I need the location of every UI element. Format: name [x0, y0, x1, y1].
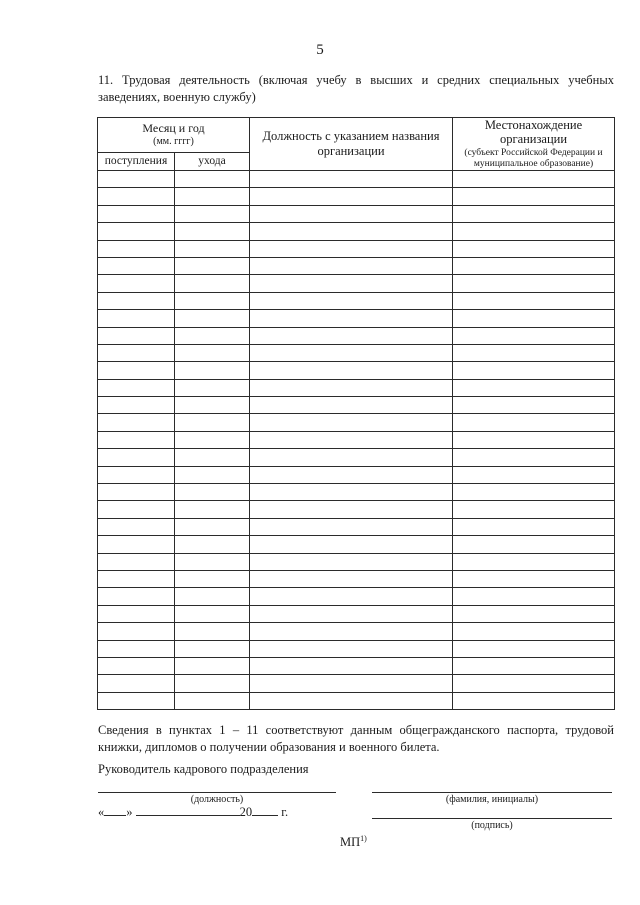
year-suffix: г.: [281, 805, 289, 819]
position-cell[interactable]: [250, 257, 453, 274]
entry-cell[interactable]: [98, 501, 175, 518]
location-cell[interactable]: [453, 414, 615, 431]
signature-caption: (подпись): [471, 820, 513, 831]
position-cell[interactable]: [250, 501, 453, 518]
table-row: [98, 431, 615, 448]
table-row: [98, 327, 615, 344]
year-blank[interactable]: [252, 804, 278, 816]
entry-header: поступления: [98, 152, 175, 170]
entry-cell[interactable]: [98, 188, 175, 205]
exit-cell[interactable]: [175, 292, 250, 309]
entry-cell[interactable]: [98, 536, 175, 553]
position-cell[interactable]: [250, 171, 453, 188]
exit-cell[interactable]: [175, 310, 250, 327]
position-line[interactable]: [98, 792, 336, 793]
entry-cell[interactable]: [98, 344, 175, 361]
name-caption: (фамилия, инициалы): [445, 794, 539, 805]
exit-cell[interactable]: [175, 240, 250, 257]
exit-cell[interactable]: [175, 623, 250, 640]
entry-cell[interactable]: [98, 171, 175, 188]
position-cell[interactable]: [250, 397, 453, 414]
entry-cell[interactable]: [98, 692, 175, 709]
exit-cell[interactable]: [175, 397, 250, 414]
page-number: 5: [316, 42, 324, 58]
position-cell[interactable]: [250, 275, 453, 292]
table-row: [98, 414, 615, 431]
position-cell[interactable]: [250, 379, 453, 396]
location-cell[interactable]: [453, 536, 615, 553]
position-cell[interactable]: [250, 518, 453, 535]
exit-cell[interactable]: [175, 553, 250, 570]
entry-cell[interactable]: [98, 640, 175, 657]
table-row: [98, 501, 615, 518]
location-cell[interactable]: [453, 431, 615, 448]
location-cell[interactable]: [453, 310, 615, 327]
exit-cell[interactable]: [175, 657, 250, 674]
table-row: [98, 588, 615, 605]
exit-cell[interactable]: [175, 275, 250, 292]
location-cell[interactable]: [453, 640, 615, 657]
table-row: [98, 223, 615, 240]
table-row: [98, 570, 615, 587]
exit-cell[interactable]: [175, 414, 250, 431]
exit-cell[interactable]: [175, 501, 250, 518]
month-year-label: Месяц и год: [142, 120, 205, 135]
entry-cell[interactable]: [98, 240, 175, 257]
location-cell[interactable]: [453, 605, 615, 622]
location-cell[interactable]: [453, 692, 615, 709]
table-row: [98, 553, 615, 570]
exit-cell[interactable]: [175, 588, 250, 605]
table-row: [98, 379, 615, 396]
entry-cell[interactable]: [98, 414, 175, 431]
position-cell[interactable]: [250, 344, 453, 361]
date-field: [98, 804, 288, 820]
entry-cell[interactable]: [98, 449, 175, 466]
position-cell[interactable]: [250, 223, 453, 240]
entry-cell[interactable]: [98, 431, 175, 448]
exit-cell[interactable]: [175, 257, 250, 274]
position-cell[interactable]: [250, 588, 453, 605]
table-row: [98, 623, 615, 640]
entry-cell[interactable]: [98, 518, 175, 535]
exit-cell[interactable]: [175, 188, 250, 205]
table-row: [98, 362, 615, 379]
entry-cell[interactable]: [98, 327, 175, 344]
position-cell[interactable]: [250, 623, 453, 640]
entry-cell[interactable]: [98, 379, 175, 396]
entry-cell[interactable]: [98, 657, 175, 674]
entry-cell[interactable]: [98, 484, 175, 501]
exit-cell[interactable]: [175, 379, 250, 396]
location-cell[interactable]: [453, 327, 615, 344]
location-header: [453, 118, 615, 171]
location-cell[interactable]: [453, 240, 615, 257]
entry-cell[interactable]: [98, 675, 175, 692]
entry-cell[interactable]: [98, 553, 175, 570]
table-row: [98, 449, 615, 466]
location-cell[interactable]: [453, 292, 615, 309]
table-row: [98, 188, 615, 205]
hr-head-label: Руководитель кадрового подразделения: [98, 762, 309, 776]
entry-cell[interactable]: [98, 623, 175, 640]
table-row: [98, 466, 615, 483]
location-cell[interactable]: [453, 675, 615, 692]
entry-cell[interactable]: [98, 570, 175, 587]
entry-cell[interactable]: [98, 257, 175, 274]
exit-cell[interactable]: [175, 484, 250, 501]
position-cell[interactable]: [250, 414, 453, 431]
signature-line[interactable]: [372, 818, 612, 819]
work-history-table: [97, 117, 615, 710]
position-cell[interactable]: [250, 292, 453, 309]
position-cell[interactable]: [250, 605, 453, 622]
entry-cell[interactable]: [98, 310, 175, 327]
location-cell[interactable]: [453, 379, 615, 396]
date-close-quote: »: [126, 805, 133, 819]
location-cell[interactable]: [453, 223, 615, 240]
table-row: [98, 675, 615, 692]
table-row: [98, 275, 615, 292]
exit-cell[interactable]: [175, 518, 250, 535]
position-cell[interactable]: [250, 675, 453, 692]
exit-cell[interactable]: [175, 605, 250, 622]
exit-cell[interactable]: [175, 431, 250, 448]
table-row: [98, 310, 615, 327]
exit-cell[interactable]: [175, 536, 250, 553]
table-row: [98, 240, 615, 257]
section-heading: 11. Трудовая деятельность (включая учебу в высших и средних специальных учебных заведениях, военную службу): [98, 73, 614, 104]
position-cell[interactable]: [250, 188, 453, 205]
exit-cell[interactable]: [175, 466, 250, 483]
location-cell[interactable]: [453, 397, 615, 414]
entry-cell[interactable]: [98, 205, 175, 222]
seal-label: МП: [340, 835, 361, 850]
exit-cell[interactable]: [175, 640, 250, 657]
position-caption: (должность): [190, 794, 244, 805]
position-header: Должность с указанием названия организации: [250, 118, 453, 171]
exit-cell[interactable]: [175, 223, 250, 240]
exit-cell[interactable]: [175, 171, 250, 188]
exit-cell[interactable]: [175, 362, 250, 379]
location-cell[interactable]: [453, 171, 615, 188]
exit-cell[interactable]: [175, 327, 250, 344]
month-year-header: [98, 118, 250, 153]
exit-cell[interactable]: [175, 449, 250, 466]
exit-header: ухода: [175, 152, 250, 170]
location-cell[interactable]: [453, 275, 615, 292]
month-blank[interactable]: [136, 804, 240, 816]
table-row: [98, 205, 615, 222]
exit-cell[interactable]: [175, 344, 250, 361]
exit-cell[interactable]: [175, 675, 250, 692]
position-cell[interactable]: [250, 553, 453, 570]
table-row: [98, 640, 615, 657]
entry-cell[interactable]: [98, 223, 175, 240]
location-cell[interactable]: [453, 570, 615, 587]
name-line[interactable]: [372, 792, 612, 793]
location-label: Местонахождение организации: [484, 118, 583, 146]
location-cell[interactable]: [453, 588, 615, 605]
position-cell[interactable]: [250, 484, 453, 501]
table-body: [98, 171, 615, 710]
month-year-format: (мм. гггг): [153, 135, 194, 147]
entry-cell[interactable]: [98, 275, 175, 292]
table-row: [98, 605, 615, 622]
exit-cell[interactable]: [175, 205, 250, 222]
location-cell[interactable]: [453, 466, 615, 483]
entry-cell[interactable]: [98, 466, 175, 483]
table-row: [98, 344, 615, 361]
position-cell[interactable]: [250, 466, 453, 483]
position-cell[interactable]: [250, 692, 453, 709]
entry-cell[interactable]: [98, 362, 175, 379]
position-cell[interactable]: [250, 205, 453, 222]
location-cell[interactable]: [453, 553, 615, 570]
table-row: [98, 484, 615, 501]
table-row: [98, 397, 615, 414]
exit-cell[interactable]: [175, 692, 250, 709]
entry-cell[interactable]: [98, 292, 175, 309]
position-cell[interactable]: [250, 240, 453, 257]
location-cell[interactable]: [453, 449, 615, 466]
location-note: (субъект Российской Федерации и муниципальное образование): [464, 148, 603, 169]
position-cell[interactable]: [250, 449, 453, 466]
table-row: [98, 257, 615, 274]
table-row: [98, 692, 615, 709]
position-cell[interactable]: [250, 657, 453, 674]
entry-cell[interactable]: [98, 588, 175, 605]
position-cell[interactable]: [250, 310, 453, 327]
exit-cell[interactable]: [175, 570, 250, 587]
summary-statement: Сведения в пунктах 1 – 11 соответствуют данным общегражданского паспорта, трудовой книжки, дипломов о получении образования и военного билета.: [98, 723, 614, 754]
table-row: [98, 171, 615, 188]
location-cell[interactable]: [453, 257, 615, 274]
location-cell[interactable]: [453, 657, 615, 674]
position-cell[interactable]: [250, 362, 453, 379]
table-row: [98, 536, 615, 553]
location-cell[interactable]: [453, 501, 615, 518]
table-row: [98, 657, 615, 674]
position-cell[interactable]: [250, 327, 453, 344]
location-cell[interactable]: [453, 518, 615, 535]
position-cell[interactable]: [250, 536, 453, 553]
entry-cell[interactable]: [98, 397, 175, 414]
position-cell[interactable]: [250, 431, 453, 448]
location-cell[interactable]: [453, 188, 615, 205]
table-row: [98, 292, 615, 309]
location-cell[interactable]: [453, 484, 615, 501]
day-blank[interactable]: [104, 804, 126, 816]
location-cell[interactable]: [453, 205, 615, 222]
location-cell[interactable]: [453, 623, 615, 640]
position-cell[interactable]: [250, 640, 453, 657]
position-cell[interactable]: [250, 570, 453, 587]
location-cell[interactable]: [453, 362, 615, 379]
year-prefix: 20: [239, 805, 253, 819]
seal-footnote: 1): [360, 834, 367, 843]
location-cell[interactable]: [453, 344, 615, 361]
table-row: [98, 518, 615, 535]
seal-mark: [340, 834, 367, 850]
entry-cell[interactable]: [98, 605, 175, 622]
date-open-quote: «: [98, 805, 105, 819]
